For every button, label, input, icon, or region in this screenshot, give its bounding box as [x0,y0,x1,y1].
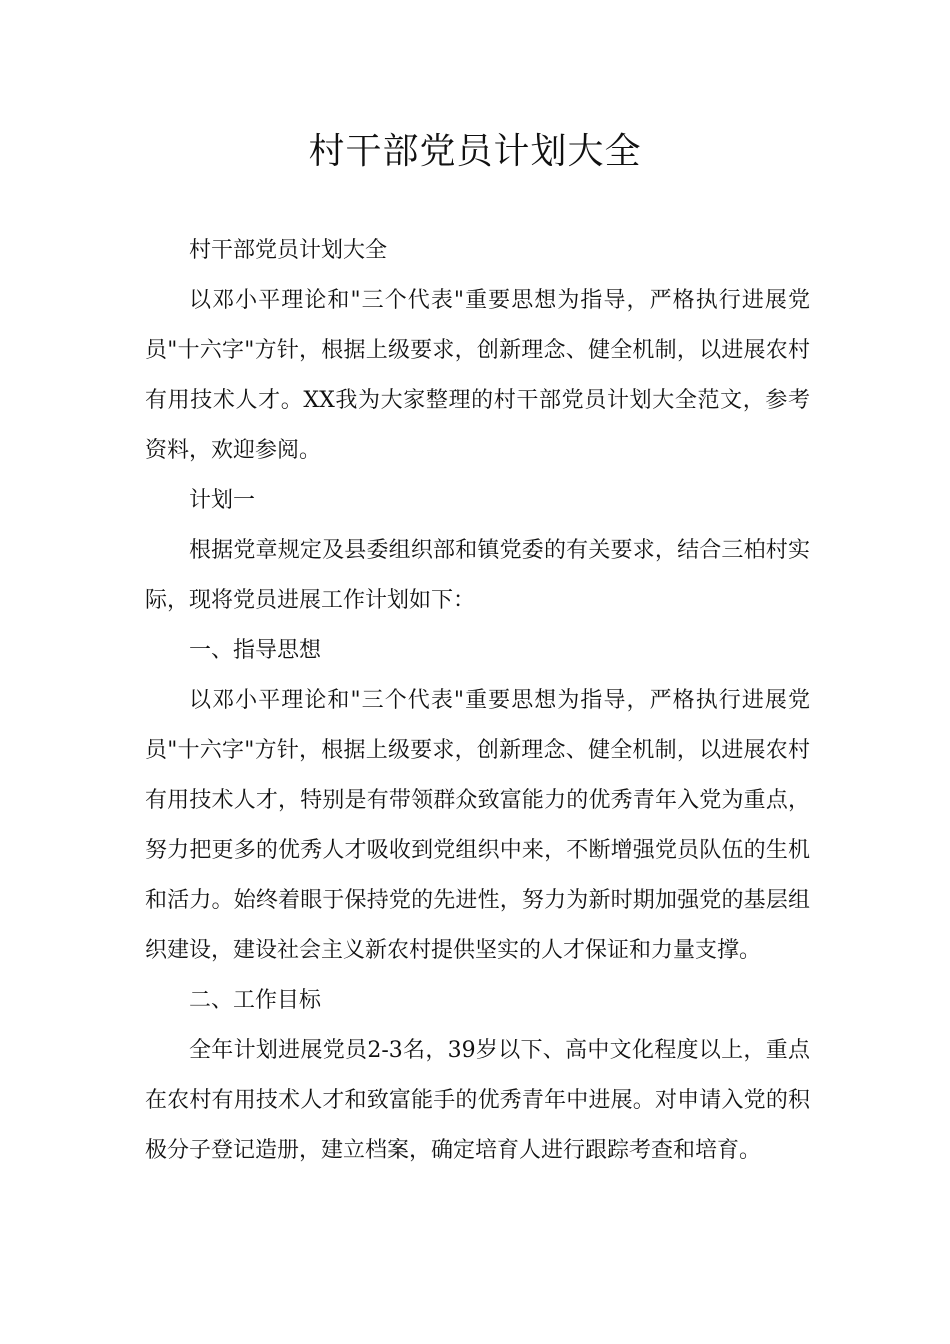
paragraph-guiding-ideology: 以邓小平理论和"三个代表"重要思想为指导，严格执行进展党员"十六字"方针，根据上级要求，创新理念、健全机制，以进展农村有用技术人才，特别是有带领群众致富能力的优秀青年入党为重点，努力把更多的优秀人才吸收到党组织中来，不断增强党员队伍的生机和活力。始终着眼于保持党的先进性，努力为新时期加强党的基层组织建设，建设社会主义新农村提供坚实的人才保证和力量支撑。 [145,688,810,963]
paragraph-plan-basis: 根据党章规定及县委组织部和镇党委的有关要求，结合三柏村实际，现将党员进展工作计划如下： [145,538,810,613]
document-body [145,226,810,1176]
paragraph-work-goals: 全年计划进展党员2-3名，39岁以下、高中文化程度以上，重点在农村有用技术人才和致富能手的优秀青年中进展。对申请入党的积极分子登记造册，建立档案，确定培育人进行跟踪考查和培育。 [145,1038,810,1163]
paragraph-plan-one-heading: 计划一 [189,488,256,513]
section-heading-guiding-ideology: 一、指导思想 [189,638,322,663]
paragraph-intro: 以邓小平理论和"三个代表"重要思想为指导，严格执行进展党员"十六字"方针，根据上级要求，创新理念、健全机制，以进展农村有用技术人才。XX我为大家整理的村干部党员计划大全范文，参考资料，欢迎参阅。 [145,288,810,463]
section-heading-work-goals: 二、工作目标 [189,988,322,1013]
paragraph-subtitle: 村干部党员计划大全 [189,238,388,263]
document-title: 村干部党员计划大全 [308,131,642,172]
